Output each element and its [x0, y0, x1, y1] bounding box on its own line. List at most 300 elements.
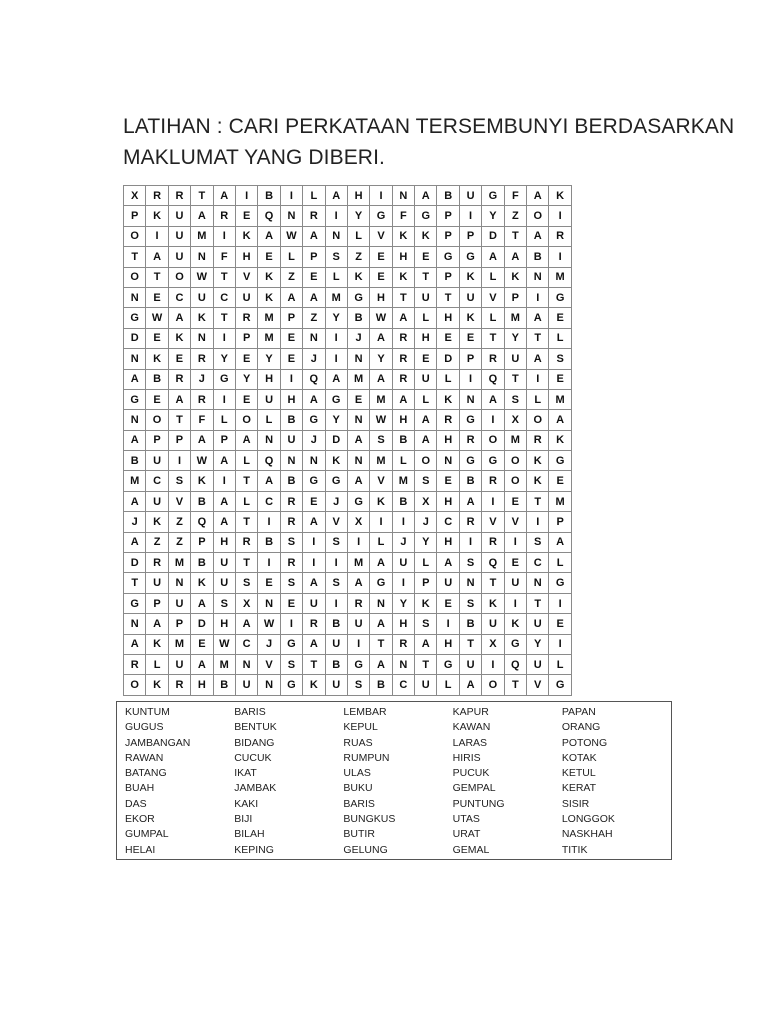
grid-cell[interactable]: K	[191, 573, 213, 593]
grid-cell[interactable]: E	[549, 308, 571, 328]
grid-cell[interactable]: I	[347, 634, 369, 654]
grid-cell[interactable]: H	[392, 247, 414, 267]
grid-cell[interactable]: R	[280, 553, 302, 573]
grid-cell[interactable]: E	[146, 328, 168, 348]
grid-cell[interactable]: U	[168, 206, 190, 226]
grid-cell[interactable]: G	[347, 287, 369, 307]
grid-cell[interactable]: R	[303, 206, 325, 226]
grid-cell[interactable]: A	[392, 308, 414, 328]
grid-cell[interactable]: E	[303, 267, 325, 287]
grid-cell[interactable]: A	[303, 573, 325, 593]
grid-cell[interactable]: M	[325, 287, 347, 307]
grid-cell[interactable]: A	[124, 634, 146, 654]
grid-cell[interactable]: I	[549, 206, 571, 226]
grid-cell[interactable]: L	[527, 389, 549, 409]
grid-cell[interactable]: Y	[258, 349, 280, 369]
grid-cell[interactable]: P	[549, 512, 571, 532]
grid-cell[interactable]: G	[437, 247, 459, 267]
grid-cell[interactable]: A	[191, 593, 213, 613]
grid-cell[interactable]: G	[482, 186, 504, 206]
grid-cell[interactable]: G	[482, 451, 504, 471]
grid-cell[interactable]: H	[280, 389, 302, 409]
grid-cell[interactable]: M	[347, 553, 369, 573]
grid-cell[interactable]: R	[191, 349, 213, 369]
grid-cell[interactable]: I	[482, 410, 504, 430]
grid-cell[interactable]: L	[482, 308, 504, 328]
grid-cell[interactable]: O	[527, 206, 549, 226]
grid-cell[interactable]: Q	[258, 206, 280, 226]
grid-cell[interactable]: T	[124, 573, 146, 593]
grid-cell[interactable]: T	[213, 308, 235, 328]
grid-cell[interactable]: B	[258, 532, 280, 552]
grid-cell[interactable]: I	[482, 491, 504, 511]
grid-cell[interactable]: N	[392, 186, 414, 206]
grid-cell[interactable]: A	[370, 369, 392, 389]
grid-cell[interactable]: R	[482, 471, 504, 491]
grid-cell[interactable]: H	[347, 186, 369, 206]
grid-cell[interactable]: I	[213, 328, 235, 348]
grid-cell[interactable]: T	[482, 573, 504, 593]
grid-cell[interactable]: A	[303, 287, 325, 307]
grid-cell[interactable]: V	[370, 226, 392, 246]
grid-cell[interactable]: E	[168, 349, 190, 369]
grid-cell[interactable]: A	[213, 186, 235, 206]
grid-cell[interactable]: B	[325, 614, 347, 634]
grid-cell[interactable]: G	[504, 634, 526, 654]
grid-cell[interactable]: N	[124, 614, 146, 634]
grid-cell[interactable]: A	[549, 410, 571, 430]
grid-cell[interactable]: R	[168, 675, 190, 695]
grid-cell[interactable]: L	[437, 369, 459, 389]
grid-cell[interactable]: A	[303, 512, 325, 532]
grid-cell[interactable]: I	[392, 573, 414, 593]
grid-cell[interactable]: R	[191, 389, 213, 409]
grid-cell[interactable]: N	[347, 451, 369, 471]
grid-cell[interactable]: A	[303, 226, 325, 246]
grid-cell[interactable]: E	[504, 553, 526, 573]
grid-cell[interactable]: S	[415, 614, 437, 634]
grid-cell[interactable]: K	[347, 267, 369, 287]
grid-cell[interactable]: R	[213, 206, 235, 226]
grid-cell[interactable]: K	[191, 308, 213, 328]
grid-cell[interactable]: E	[549, 471, 571, 491]
grid-cell[interactable]: E	[258, 573, 280, 593]
grid-cell[interactable]: A	[415, 634, 437, 654]
grid-cell[interactable]: E	[549, 614, 571, 634]
grid-cell[interactable]: M	[549, 491, 571, 511]
grid-cell[interactable]: B	[325, 654, 347, 674]
grid-cell[interactable]: L	[392, 451, 414, 471]
grid-cell[interactable]: J	[392, 532, 414, 552]
grid-cell[interactable]: R	[459, 430, 481, 450]
grid-cell[interactable]: O	[235, 410, 257, 430]
grid-cell[interactable]: D	[124, 553, 146, 573]
grid-cell[interactable]: I	[370, 186, 392, 206]
grid-cell[interactable]: Y	[370, 349, 392, 369]
grid-cell[interactable]: E	[415, 349, 437, 369]
grid-cell[interactable]: H	[437, 308, 459, 328]
grid-cell[interactable]: K	[504, 267, 526, 287]
grid-cell[interactable]: A	[280, 287, 302, 307]
grid-cell[interactable]: T	[191, 186, 213, 206]
grid-cell[interactable]: I	[325, 349, 347, 369]
grid-cell[interactable]: B	[347, 308, 369, 328]
grid-cell[interactable]: L	[347, 226, 369, 246]
grid-cell[interactable]: D	[482, 226, 504, 246]
grid-cell[interactable]: P	[437, 267, 459, 287]
grid-cell[interactable]: U	[415, 675, 437, 695]
grid-cell[interactable]: I	[258, 512, 280, 532]
grid-cell[interactable]: M	[392, 471, 414, 491]
grid-cell[interactable]: A	[213, 451, 235, 471]
grid-cell[interactable]: D	[124, 328, 146, 348]
grid-cell[interactable]: N	[347, 410, 369, 430]
grid-cell[interactable]: A	[527, 349, 549, 369]
grid-cell[interactable]: N	[191, 328, 213, 348]
grid-cell[interactable]: I	[527, 287, 549, 307]
grid-cell[interactable]: H	[392, 410, 414, 430]
grid-cell[interactable]: I	[482, 654, 504, 674]
grid-cell[interactable]: R	[459, 512, 481, 532]
grid-cell[interactable]: W	[191, 451, 213, 471]
grid-cell[interactable]: S	[549, 349, 571, 369]
grid-cell[interactable]: E	[146, 287, 168, 307]
grid-cell[interactable]: E	[235, 349, 257, 369]
grid-cell[interactable]: M	[168, 553, 190, 573]
grid-cell[interactable]: U	[213, 553, 235, 573]
grid-cell[interactable]: A	[549, 532, 571, 552]
grid-cell[interactable]: T	[235, 553, 257, 573]
grid-cell[interactable]: R	[280, 512, 302, 532]
grid-cell[interactable]: Z	[146, 532, 168, 552]
grid-cell[interactable]: Q	[303, 369, 325, 389]
grid-cell[interactable]: I	[325, 206, 347, 226]
grid-cell[interactable]: O	[482, 430, 504, 450]
grid-cell[interactable]: U	[325, 675, 347, 695]
grid-cell[interactable]: E	[437, 593, 459, 613]
grid-cell[interactable]: L	[437, 675, 459, 695]
grid-cell[interactable]: X	[504, 410, 526, 430]
grid-cell[interactable]: I	[549, 247, 571, 267]
grid-cell[interactable]: M	[258, 328, 280, 348]
grid-cell[interactable]: I	[235, 186, 257, 206]
grid-cell[interactable]: C	[527, 553, 549, 573]
grid-cell[interactable]: S	[325, 532, 347, 552]
grid-cell[interactable]: N	[303, 451, 325, 471]
grid-cell[interactable]: U	[482, 614, 504, 634]
grid-cell[interactable]: E	[437, 471, 459, 491]
grid-cell[interactable]: A	[370, 328, 392, 348]
grid-cell[interactable]: P	[280, 308, 302, 328]
grid-cell[interactable]: P	[459, 226, 481, 246]
grid-cell[interactable]: A	[392, 389, 414, 409]
grid-cell[interactable]: P	[459, 349, 481, 369]
grid-cell[interactable]: N	[124, 287, 146, 307]
grid-cell[interactable]: K	[482, 593, 504, 613]
grid-cell[interactable]: I	[168, 451, 190, 471]
grid-cell[interactable]: P	[235, 328, 257, 348]
grid-cell[interactable]: I	[303, 553, 325, 573]
grid-cell[interactable]: R	[235, 308, 257, 328]
grid-cell[interactable]: K	[549, 186, 571, 206]
grid-cell[interactable]: W	[213, 634, 235, 654]
grid-cell[interactable]: Q	[191, 512, 213, 532]
grid-cell[interactable]: E	[235, 206, 257, 226]
grid-cell[interactable]: K	[146, 634, 168, 654]
grid-cell[interactable]: E	[415, 247, 437, 267]
grid-cell[interactable]: G	[370, 206, 392, 226]
grid-cell[interactable]: A	[235, 430, 257, 450]
grid-cell[interactable]: K	[392, 267, 414, 287]
grid-cell[interactable]: M	[549, 389, 571, 409]
grid-cell[interactable]: Y	[325, 410, 347, 430]
grid-cell[interactable]: M	[168, 634, 190, 654]
grid-cell[interactable]: R	[392, 634, 414, 654]
grid-cell[interactable]: L	[303, 186, 325, 206]
grid-cell[interactable]: U	[146, 573, 168, 593]
grid-cell[interactable]: L	[415, 389, 437, 409]
grid-cell[interactable]: X	[415, 491, 437, 511]
grid-cell[interactable]: V	[527, 675, 549, 695]
grid-cell[interactable]: M	[504, 308, 526, 328]
grid-cell[interactable]: D	[437, 349, 459, 369]
grid-cell[interactable]: G	[280, 634, 302, 654]
grid-cell[interactable]: H	[437, 532, 459, 552]
grid-cell[interactable]: G	[124, 389, 146, 409]
grid-cell[interactable]: S	[280, 532, 302, 552]
grid-cell[interactable]: G	[347, 491, 369, 511]
grid-cell[interactable]: M	[549, 267, 571, 287]
grid-cell[interactable]: A	[191, 654, 213, 674]
grid-cell[interactable]: A	[370, 654, 392, 674]
grid-cell[interactable]: G	[549, 287, 571, 307]
grid-cell[interactable]: I	[280, 614, 302, 634]
grid-cell[interactable]: S	[504, 389, 526, 409]
grid-cell[interactable]: G	[459, 451, 481, 471]
grid-cell[interactable]: W	[280, 226, 302, 246]
grid-cell[interactable]: C	[258, 491, 280, 511]
grid-cell[interactable]: T	[168, 410, 190, 430]
grid-cell[interactable]: E	[280, 593, 302, 613]
grid-cell[interactable]: H	[213, 614, 235, 634]
grid-cell[interactable]: S	[325, 573, 347, 593]
grid-cell[interactable]: R	[437, 410, 459, 430]
grid-cell[interactable]: V	[258, 654, 280, 674]
grid-cell[interactable]: A	[213, 491, 235, 511]
grid-cell[interactable]: P	[168, 430, 190, 450]
grid-cell[interactable]: T	[303, 654, 325, 674]
grid-cell[interactable]: J	[124, 512, 146, 532]
grid-cell[interactable]: R	[482, 349, 504, 369]
grid-cell[interactable]: N	[280, 206, 302, 226]
grid-cell[interactable]: C	[213, 287, 235, 307]
grid-cell[interactable]: R	[482, 532, 504, 552]
grid-cell[interactable]: H	[415, 328, 437, 348]
grid-cell[interactable]: K	[258, 287, 280, 307]
grid-cell[interactable]: N	[168, 573, 190, 593]
grid-cell[interactable]: R	[146, 553, 168, 573]
grid-cell[interactable]: A	[527, 226, 549, 246]
grid-cell[interactable]: V	[325, 512, 347, 532]
grid-cell[interactable]: S	[235, 573, 257, 593]
grid-cell[interactable]: K	[191, 471, 213, 491]
grid-cell[interactable]: R	[549, 226, 571, 246]
grid-cell[interactable]: L	[280, 247, 302, 267]
grid-cell[interactable]: J	[347, 328, 369, 348]
grid-cell[interactable]: U	[280, 430, 302, 450]
grid-cell[interactable]: K	[235, 226, 257, 246]
grid-cell[interactable]: T	[482, 328, 504, 348]
grid-cell[interactable]: E	[280, 349, 302, 369]
grid-cell[interactable]: P	[146, 430, 168, 450]
grid-cell[interactable]: U	[168, 247, 190, 267]
grid-cell[interactable]: A	[191, 430, 213, 450]
grid-cell[interactable]: Q	[482, 369, 504, 389]
grid-cell[interactable]: G	[325, 389, 347, 409]
grid-cell[interactable]: L	[549, 654, 571, 674]
grid-cell[interactable]: T	[370, 634, 392, 654]
grid-cell[interactable]: R	[168, 186, 190, 206]
grid-cell[interactable]: O	[124, 675, 146, 695]
grid-cell[interactable]: R	[303, 614, 325, 634]
grid-cell[interactable]: U	[459, 287, 481, 307]
grid-cell[interactable]: I	[504, 532, 526, 552]
grid-cell[interactable]: U	[459, 186, 481, 206]
grid-cell[interactable]: T	[146, 267, 168, 287]
grid-cell[interactable]: H	[258, 369, 280, 389]
grid-cell[interactable]: A	[303, 634, 325, 654]
grid-cell[interactable]: O	[168, 267, 190, 287]
grid-cell[interactable]: K	[527, 471, 549, 491]
grid-cell[interactable]: K	[437, 389, 459, 409]
grid-cell[interactable]: G	[370, 573, 392, 593]
grid-cell[interactable]: U	[527, 654, 549, 674]
grid-cell[interactable]: P	[191, 532, 213, 552]
grid-cell[interactable]: M	[258, 308, 280, 328]
grid-cell[interactable]: H	[437, 430, 459, 450]
grid-cell[interactable]: T	[124, 247, 146, 267]
grid-cell[interactable]: Q	[258, 451, 280, 471]
grid-cell[interactable]: S	[280, 573, 302, 593]
grid-cell[interactable]: G	[549, 451, 571, 471]
grid-cell[interactable]: K	[258, 267, 280, 287]
grid-cell[interactable]: N	[527, 573, 549, 593]
grid-cell[interactable]: R	[146, 186, 168, 206]
grid-cell[interactable]: I	[325, 553, 347, 573]
grid-cell[interactable]: R	[392, 328, 414, 348]
grid-cell[interactable]: A	[415, 430, 437, 450]
grid-cell[interactable]: P	[146, 593, 168, 613]
grid-cell[interactable]: F	[191, 410, 213, 430]
grid-cell[interactable]: M	[370, 389, 392, 409]
grid-cell[interactable]: G	[213, 369, 235, 389]
grid-cell[interactable]: L	[258, 410, 280, 430]
grid-cell[interactable]: A	[146, 614, 168, 634]
grid-cell[interactable]: A	[168, 308, 190, 328]
grid-cell[interactable]: U	[168, 654, 190, 674]
grid-cell[interactable]: I	[392, 512, 414, 532]
grid-cell[interactable]: N	[459, 573, 481, 593]
grid-cell[interactable]: A	[191, 206, 213, 226]
grid-cell[interactable]: I	[213, 471, 235, 491]
grid-cell[interactable]: A	[146, 247, 168, 267]
grid-cell[interactable]: N	[370, 593, 392, 613]
grid-cell[interactable]: A	[504, 247, 526, 267]
grid-cell[interactable]: T	[504, 675, 526, 695]
grid-cell[interactable]: U	[213, 573, 235, 593]
grid-cell[interactable]: B	[213, 675, 235, 695]
grid-cell[interactable]: T	[527, 593, 549, 613]
grid-cell[interactable]: E	[370, 267, 392, 287]
grid-cell[interactable]: B	[191, 491, 213, 511]
grid-cell[interactable]: E	[303, 491, 325, 511]
grid-cell[interactable]: K	[459, 308, 481, 328]
grid-cell[interactable]: I	[459, 369, 481, 389]
grid-cell[interactable]: S	[459, 553, 481, 573]
grid-cell[interactable]: L	[325, 267, 347, 287]
grid-cell[interactable]: W	[370, 410, 392, 430]
grid-cell[interactable]: Y	[415, 532, 437, 552]
grid-cell[interactable]: U	[437, 573, 459, 593]
grid-cell[interactable]: A	[235, 614, 257, 634]
grid-cell[interactable]: T	[235, 512, 257, 532]
grid-cell[interactable]: U	[415, 369, 437, 389]
grid-cell[interactable]: O	[124, 267, 146, 287]
grid-cell[interactable]: I	[258, 553, 280, 573]
grid-cell[interactable]: U	[235, 287, 257, 307]
grid-cell[interactable]: W	[146, 308, 168, 328]
grid-cell[interactable]: Z	[168, 532, 190, 552]
grid-cell[interactable]: A	[527, 308, 549, 328]
grid-cell[interactable]: S	[325, 247, 347, 267]
grid-cell[interactable]: H	[437, 634, 459, 654]
grid-cell[interactable]: A	[347, 471, 369, 491]
grid-cell[interactable]: E	[347, 389, 369, 409]
grid-cell[interactable]: S	[370, 430, 392, 450]
grid-cell[interactable]: F	[504, 186, 526, 206]
grid-cell[interactable]: B	[392, 430, 414, 450]
grid-cell[interactable]: A	[370, 553, 392, 573]
grid-cell[interactable]: E	[280, 328, 302, 348]
grid-cell[interactable]: I	[146, 226, 168, 246]
grid-cell[interactable]: O	[482, 675, 504, 695]
grid-cell[interactable]: S	[459, 593, 481, 613]
grid-cell[interactable]: Y	[504, 328, 526, 348]
grid-cell[interactable]: T	[235, 471, 257, 491]
grid-cell[interactable]: Z	[280, 267, 302, 287]
grid-cell[interactable]: O	[504, 471, 526, 491]
grid-cell[interactable]: K	[370, 491, 392, 511]
grid-cell[interactable]: B	[459, 614, 481, 634]
grid-cell[interactable]: A	[124, 532, 146, 552]
grid-cell[interactable]: P	[437, 206, 459, 226]
grid-cell[interactable]: N	[527, 267, 549, 287]
grid-cell[interactable]: H	[370, 287, 392, 307]
grid-cell[interactable]: Y	[527, 634, 549, 654]
grid-cell[interactable]: O	[146, 410, 168, 430]
grid-cell[interactable]: J	[303, 430, 325, 450]
grid-cell[interactable]: L	[213, 410, 235, 430]
grid-cell[interactable]: K	[392, 226, 414, 246]
grid-cell[interactable]: L	[482, 267, 504, 287]
grid-cell[interactable]: W	[370, 308, 392, 328]
grid-cell[interactable]: U	[415, 287, 437, 307]
grid-cell[interactable]: T	[527, 328, 549, 348]
grid-cell[interactable]: J	[303, 349, 325, 369]
grid-cell[interactable]: I	[459, 206, 481, 226]
grid-cell[interactable]: I	[280, 186, 302, 206]
grid-cell[interactable]: K	[168, 328, 190, 348]
